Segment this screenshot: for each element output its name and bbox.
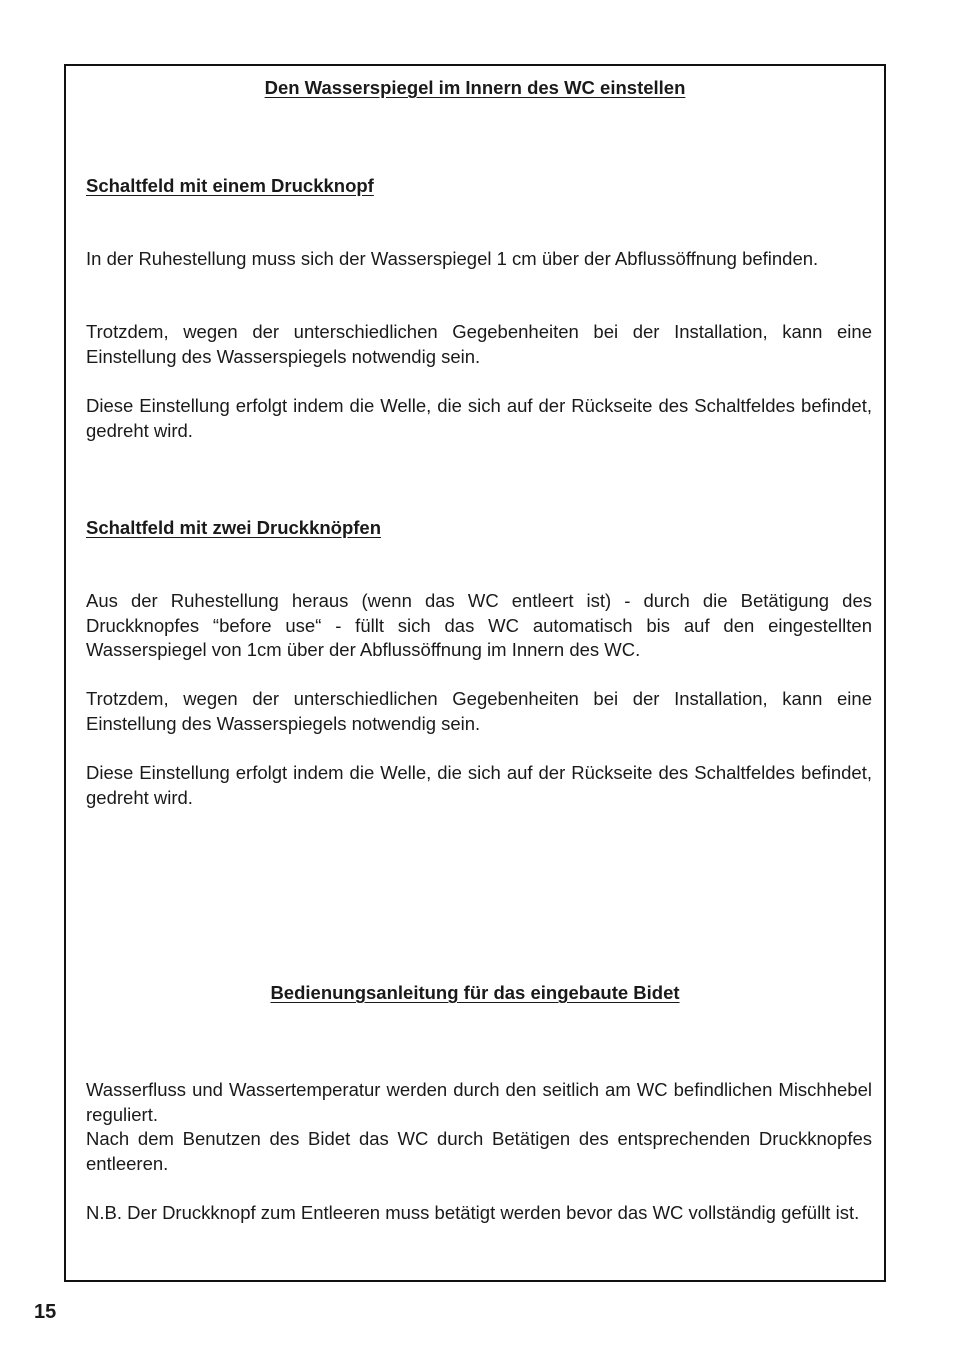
subheading-two-buttons: Schaltfeld mit zwei Druckknöpfen (86, 517, 382, 538)
one-button-paragraph-3: Diese Einstellung erfolgt indem die Welle, die sich auf der Rückseite des Schaltfeldes befindet, gedreht wird. (86, 395, 872, 441)
content-frame (64, 64, 886, 1282)
section-title-bidet: Bedienungsanleitung für das eingebaute Bidet (270, 982, 680, 1003)
two-buttons-paragraph-3: Diese Einstellung erfolgt indem die Welle, die sich auf der Rückseite des Schaltfeldes befindet, gedreht wird. (86, 762, 872, 808)
one-button-paragraph-2: Trotzdem, wegen der unterschiedlichen Gegebenheiten bei der Installation, kann eine Einstellung des Wasserspiegels notwendig sein. (86, 321, 872, 367)
one-button-paragraph-1: In der Ruhestellung muss sich der Wasserspiegel 1 cm über der Abflussöffnung befinden. (86, 248, 819, 269)
bidet-note: N.B. Der Druckknopf zum Entleeren muss betätigt werden bevor das WC vollständig gefüllt ist. (86, 1202, 860, 1223)
section-title-wc-water-level: Den Wasserspiegel im Innern des WC einstellen (264, 77, 686, 98)
subheading-one-button: Schaltfeld mit einem Druckknopf (86, 175, 374, 196)
bidet-paragraph-1: Wasserfluss und Wassertemperatur werden durch den seitlich am WC befindlichen Mischhebel reguliert. (86, 1079, 872, 1125)
bidet-paragraph-2: Nach dem Benutzen des Bidet das WC durch Betätigen des entsprechenden Druckknopfes entleeren. (86, 1128, 872, 1174)
page-number: 15 (34, 1301, 57, 1323)
two-buttons-paragraph-2: Trotzdem, wegen der unterschiedlichen Gegebenheiten bei der Installation, kann eine Einstellung des Wasserspiegels notwendig sein. (86, 688, 872, 734)
two-buttons-paragraph-1: Aus der Ruhestellung heraus (wenn das WC entleert ist) - durch die Betätigung des Druckknopfes “before use“ - füllt sich das WC automatisch bis auf den eingestellten Wasserspiegel von 1cm über der Abflussöffnung im Innern des WC. (86, 590, 872, 660)
